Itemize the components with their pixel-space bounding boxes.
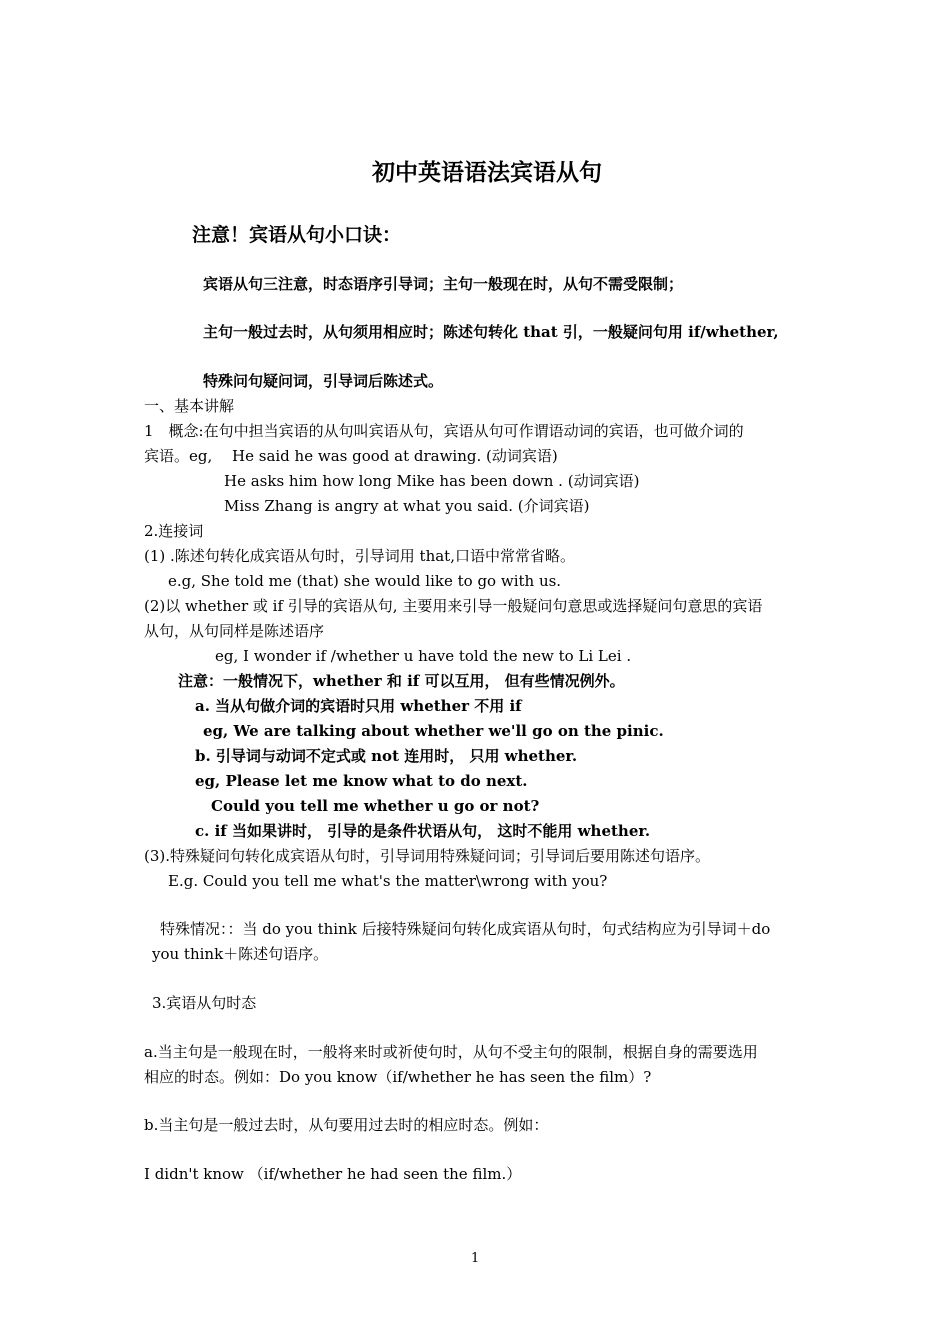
- rhyme-line-2: 主句一般过去时，从句须用相应时；陈述句转化 that 引，一般疑问句用 if/whether,: [203, 323, 779, 341]
- page-number: 1: [471, 1251, 480, 1266]
- point-2-line-2: 从句，从句同样是陈述语序: [144, 622, 325, 640]
- note-c: c. if 当如果讲时， 引导的是条件状语从句， 这时不能用 whether.: [195, 822, 651, 840]
- concept-line-2: 宾语。eg, He said he was good at drawing. (动词宾语): [144, 447, 558, 465]
- point-1: (1) .陈述句转化成宾语从句时，引导词用 that,口语中常常省略。: [144, 547, 575, 565]
- page-title: 初中英语语法宾语从句: [372, 159, 602, 186]
- point-1-example: e.g, She told me (that) she would like to go with us.: [168, 572, 562, 590]
- rhyme-line-1: 宾语从句三注意，时态语序引导词；主句一般现在时，从句不需受限制；: [203, 275, 684, 293]
- note-b: b. 引导词与动词不定式或 not 连用时， 只用 whether.: [195, 747, 578, 765]
- tense-b-example: I didn't know （if/whether he had seen the film.）: [144, 1165, 522, 1183]
- special-case-line-2: you think＋陈述句语序。: [152, 945, 329, 963]
- rhyme-line-3: 特殊问句疑问词，引导词后陈述式。: [203, 372, 444, 390]
- note-a-example: eg, We are talking about whether we'll go on the pinic.: [203, 722, 664, 740]
- section-heading-basic: 一、基本讲解: [144, 397, 235, 415]
- tense-a-line-2: 相应的时态。例如：Do you know（if/whether he has seen the film）?: [144, 1068, 652, 1086]
- conjunction-heading: 2.连接词: [144, 522, 204, 540]
- concept-example-3: Miss Zhang is angry at what you said. (介词宾语): [224, 497, 590, 515]
- special-case-line-1: 特殊情况：：当 do you think 后接特殊疑问句转化成宾语从句时，句式结构应为引导词＋do: [160, 920, 771, 938]
- concept-example-2: He asks him how long Mike has been down . (动词宾语): [224, 472, 640, 490]
- subtitle: 注意！宾语从句小口诀：: [192, 224, 402, 246]
- point-2-line-1: (2)以 whether 或 if 引导的宾语从句, 主要用来引导一般疑问句意思或选择疑问句意思的宾语: [144, 597, 763, 615]
- point-2-example: eg, I wonder if /whether u have told the new to Li Lei .: [215, 647, 632, 665]
- tense-heading: 3.宾语从句时态: [152, 994, 257, 1012]
- concept-line-1: 1 概念:在句中担当宾语的从句叫宾语从句，宾语从句可作谓语动词的宾语，也可做介词的: [144, 422, 744, 440]
- note-b-example-2: Could you tell me whether u go or not?: [211, 797, 540, 815]
- tense-a-line-1: a.当主句是一般现在时，一般将来时或祈使句时，从句不受主句的限制，根据自身的需要选用: [144, 1043, 758, 1061]
- note-heading: 注意：一般情况下，whether 和 if 可以互用， 但有些情况例外。: [178, 672, 625, 690]
- point-3-example: E.g. Could you tell me what's the matter\wrong with you?: [168, 872, 608, 890]
- point-3: (3).特殊疑问句转化成宾语从句时，引导词用特殊疑问词；引导词后要用陈述句语序。: [144, 847, 711, 865]
- tense-b-line: b.当主句是一般过去时，从句要用过去时的相应时态。例如：: [144, 1116, 549, 1134]
- note-b-example-1: eg, Please let me know what to do next.: [195, 772, 528, 790]
- note-a: a. 当从句做介词的宾语时只用 whether 不用 if: [195, 697, 522, 715]
